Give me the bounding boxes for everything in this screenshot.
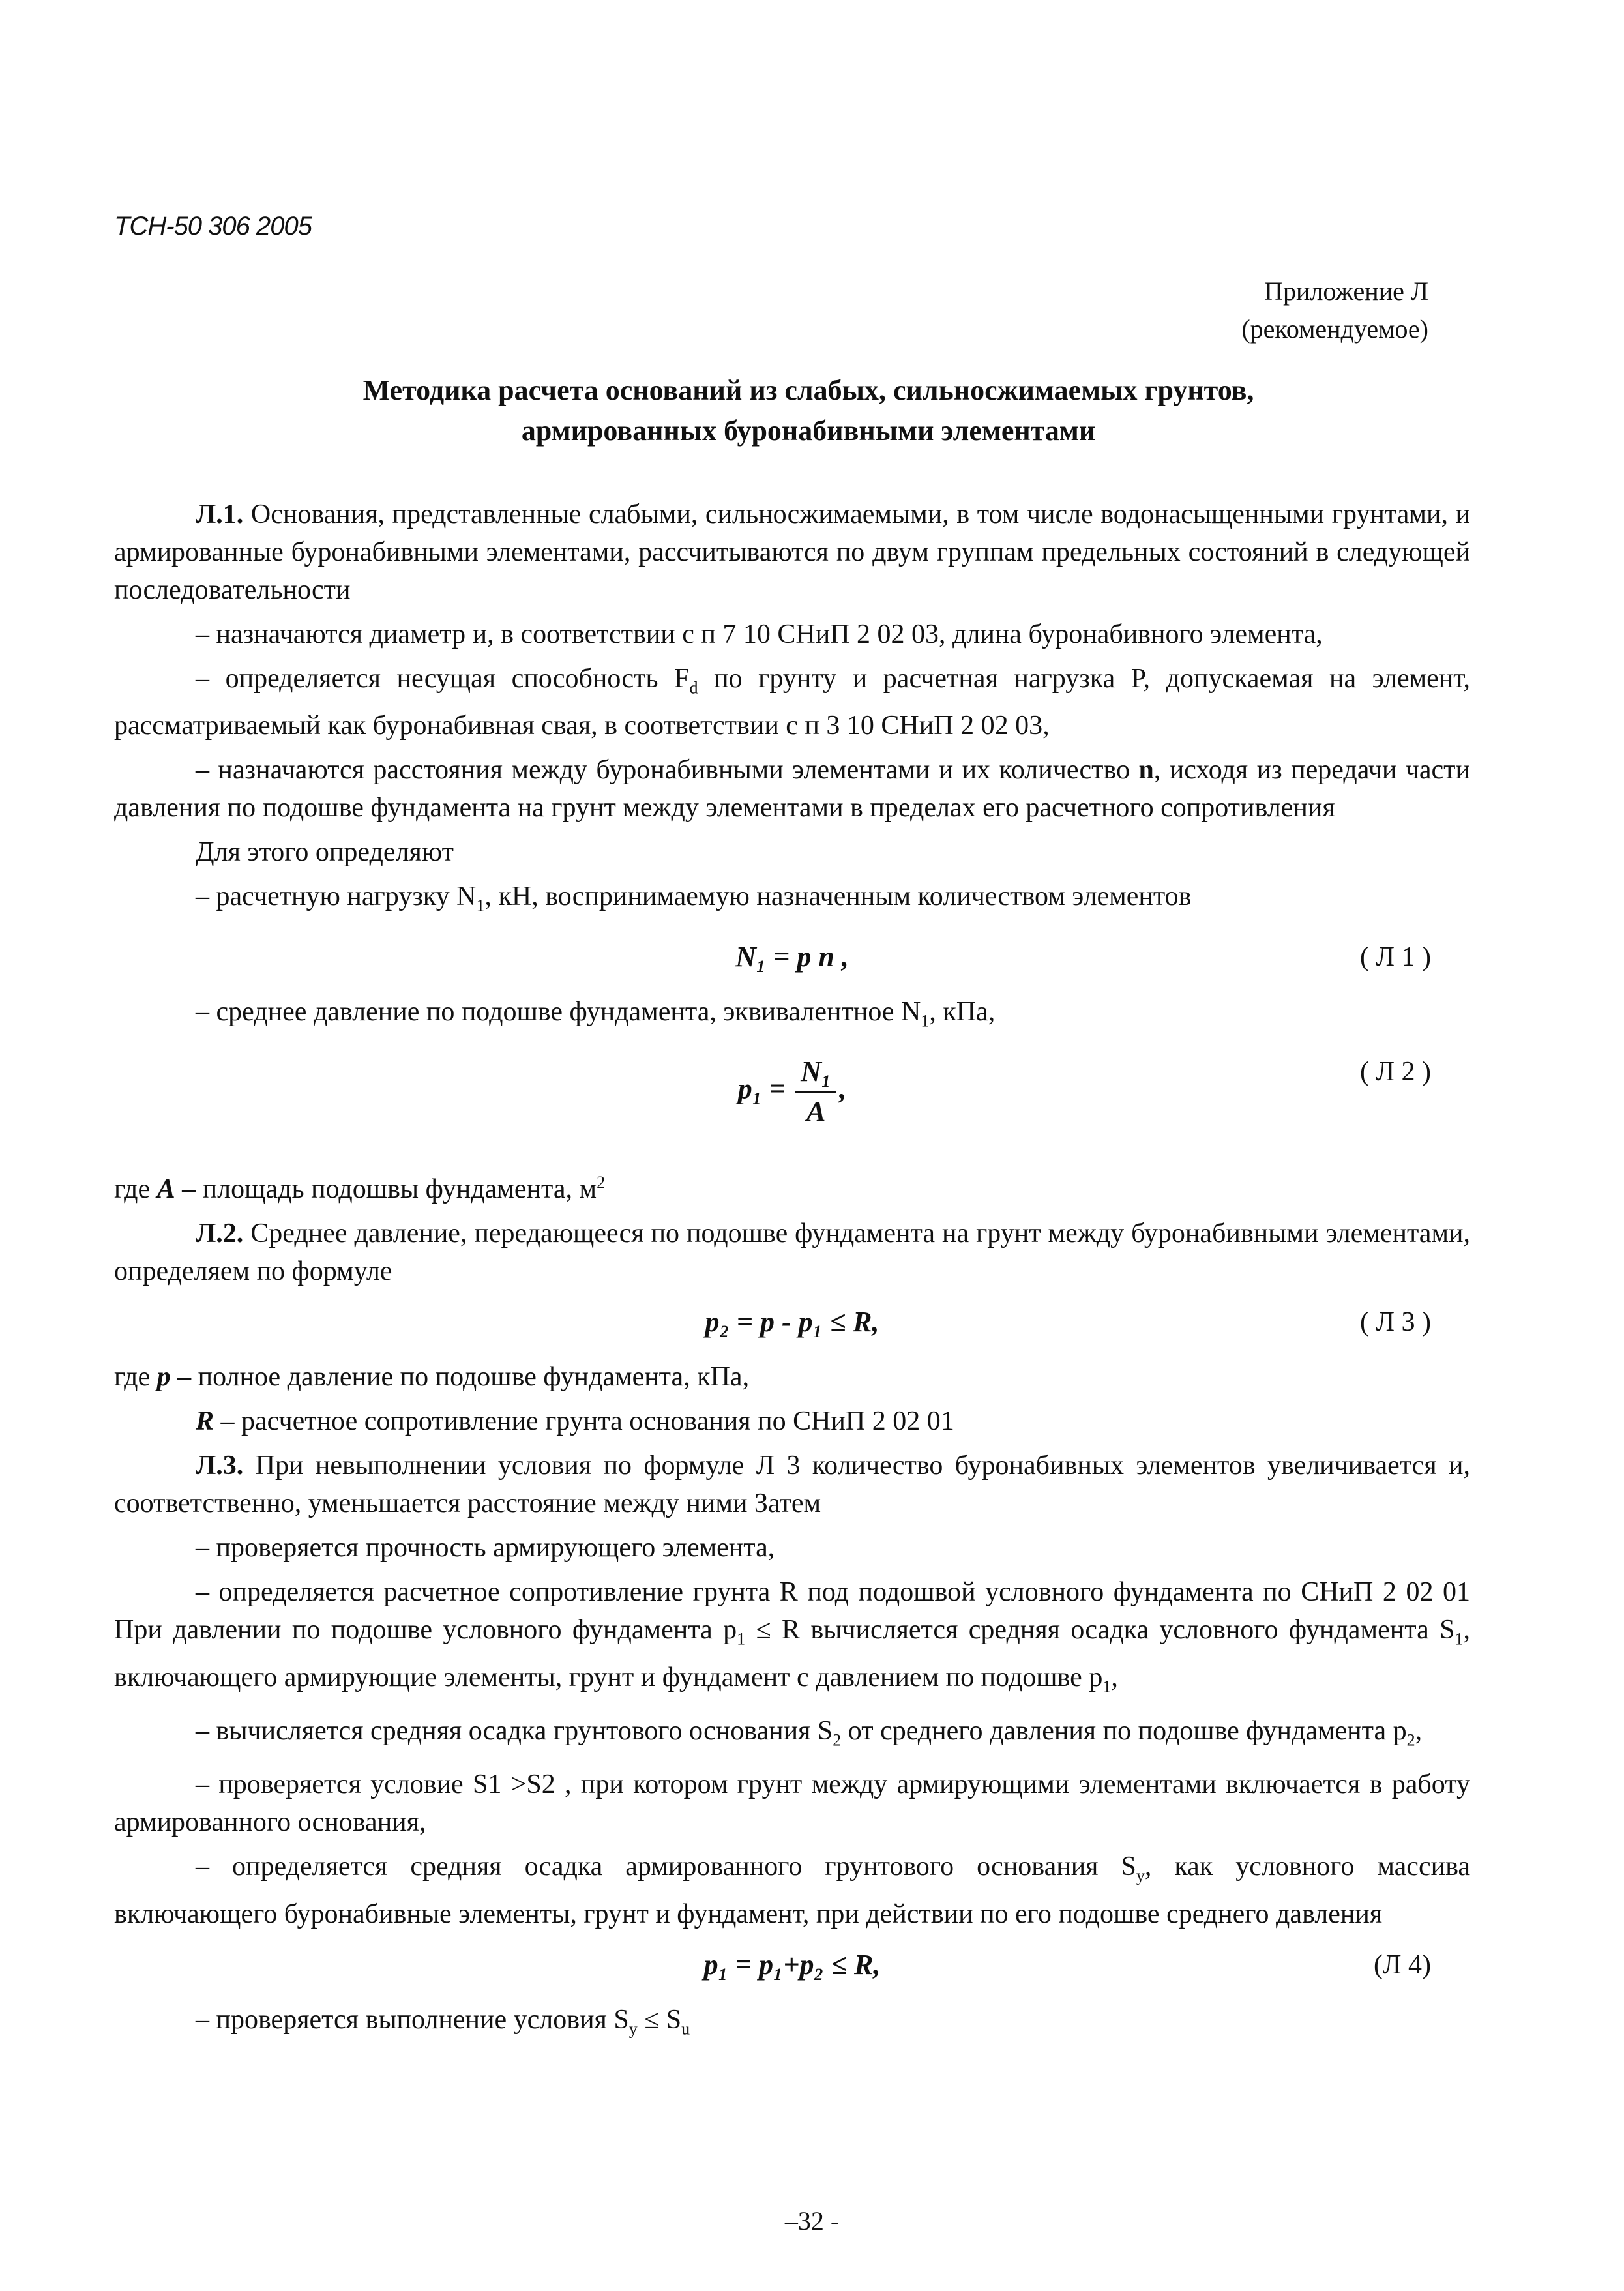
- page-number: –32 -: [784, 2206, 840, 2236]
- clause-1-text: Основания, представленные слабыми, сильносжимаемыми, в том числе водонасыщенными грунтами, и армированные буронабивными элементами, рассчитываются по двум группам предельных состояний в следующей последовательности: [114, 499, 1470, 605]
- clause-2-where-1-symbol: p: [156, 1362, 171, 1393]
- clause-1-item-5-text-b: , кПа,: [929, 996, 996, 1027]
- clause-3-item-5-a: – определяется средняя осадка армированного грунтового основания S: [196, 1852, 1136, 1882]
- equation-number-l1: ( Л 1 ): [1360, 941, 1431, 972]
- formula-l3-expression: p₂ = p - p₁ ≤ R,: [705, 1306, 879, 1338]
- clause-1-item-2-text-b: по грунту и расчетная нагрузка P, допускаемая на элемент, рассматриваемый как буронабивная свая, в соответствии с п 3 10 СНиП 2 02 03,: [114, 664, 1470, 741]
- clause-2-where-2-symbol: R: [196, 1406, 214, 1437]
- clause-1-item-1: – назначаются диаметр и, в соответствии с п 7 10 СНиП 2 02 03, длина буронабивного элемента,: [196, 619, 1323, 649]
- clause-3-item-6-sub-1: y: [628, 2019, 638, 2039]
- title-line-2: армированных буронабивными элементами: [521, 415, 1096, 447]
- clause-2-text: Среднее давление, передающееся по подошве фундамента на грунт между буронабивными элементами, определяем по формуле: [114, 1219, 1471, 1287]
- formula-l2: [114, 1053, 1470, 1131]
- clause-1-item-5: [114, 993, 1470, 1040]
- clause-2-where-1: [114, 1358, 1470, 1396]
- document-code: ТСН-50 306 2005: [114, 212, 312, 241]
- clause-1-item-2: [114, 660, 1470, 745]
- clause-2-where-2-b: – расчетное сопротивление грунта основания по СНиП 2 02 01: [214, 1406, 954, 1437]
- clause-3-item-4: – проверяется условие S1 >S2 , при котором грунт между армирующими элементами включается в работу армированного основания,: [114, 1769, 1470, 1838]
- clause-1-item-5-text-a: – среднее давление по подошве фундамента, эквивалентное N: [196, 996, 921, 1027]
- clause-1-item-4-text-b: , кН, воспринимаемую назначенным количеством элементов: [484, 881, 1192, 912]
- clause-3-item-2-sub-1: 1: [737, 1629, 746, 1649]
- clause-3-paragraph: [114, 1447, 1470, 1522]
- clause-3-item-3-b: от среднего давления по подошве фундамента p: [841, 1715, 1407, 1746]
- clause-3-item-3-sub-2: 2: [1406, 1730, 1415, 1750]
- formula-l1-expression: N₁ = p n ,: [735, 940, 849, 973]
- formula-l2-denominator: A: [806, 1095, 826, 1128]
- formula-l2-fraction: [795, 1053, 836, 1131]
- clause-3-item-6-sub-2: u: [681, 2019, 690, 2039]
- clause-3-item-2-sub-2: 1: [1454, 1629, 1464, 1649]
- formula-l2-end: ,: [839, 1072, 847, 1105]
- formula-l2-row: [114, 1046, 1470, 1157]
- clause-1-where: [114, 1164, 1470, 1208]
- clause-1-item-3-text-a: – назначаются расстояния между буронабивными элементами и их количество: [196, 755, 1139, 786]
- clause-2-paragraph: [114, 1215, 1470, 1290]
- formula-l4: [114, 1946, 1470, 1984]
- formula-l4-row: [114, 1940, 1470, 1994]
- clause-1-where-sup: 2: [597, 1173, 606, 1192]
- clause-1-number: Л.1.: [196, 499, 244, 529]
- clause-3-item-2-d: ,: [1111, 1662, 1118, 1692]
- clause-1-item-4: [114, 878, 1470, 924]
- clause-1-item-3-n: n: [1138, 755, 1154, 786]
- clause-2-where-1-b: – полное давление по подошве фундамента, кПа,: [170, 1362, 750, 1393]
- clause-3-item-2-b: ≤ R вычисляется средняя осадка условного фундамента S: [745, 1615, 1455, 1646]
- equation-number-l3: ( Л 3 ): [1360, 1307, 1431, 1338]
- clause-1-item-4-sub: 1: [476, 896, 485, 915]
- clause-1-item-2-text-a: – определяется несущая способность F: [196, 664, 690, 694]
- clause-3-item-2-c: , включающего армирующие элементы, грунт и фундамент с давлением по подошве p: [114, 1615, 1470, 1692]
- clause-3-item-6-b: ≤ S: [637, 2004, 682, 2035]
- equation-number-l4: (Л 4): [1374, 1949, 1431, 1980]
- clause-3-item-2-a: – определяется расчетное сопротивление грунта R под подошвой условного фундамента по СНиП 2 02 01 При давлении по подошве условного фундамента p: [114, 1577, 1470, 1646]
- clause-1-where-b: – площадь подошвы фундамента, м: [175, 1174, 597, 1205]
- formula-l2-lhs: p₁ =: [737, 1072, 786, 1105]
- clause-3-item-6: [114, 2001, 1470, 2048]
- clause-3-item-3-a: – вычисляется средняя осадка грунтового основания S: [196, 1715, 833, 1746]
- clause-2-where-1-a: где: [114, 1362, 157, 1393]
- formula-l1: [114, 938, 1470, 976]
- title-line-1: Методика расчета оснований из слабых, сильносжимаемых грунтов,: [362, 374, 1254, 406]
- clause-1-paragraph: [114, 495, 1470, 609]
- clause-1-item-5-sub: 1: [921, 1011, 930, 1031]
- clause-1-where-symbol-a: A: [156, 1174, 175, 1205]
- clause-2-number: Л.2.: [196, 1219, 244, 1249]
- clause-1-lead: Для этого определяют: [196, 837, 454, 868]
- clause-3-item-5: [114, 1848, 1470, 1932]
- clause-3-number: Л.3.: [196, 1451, 244, 1481]
- equation-number-l2: ( Л 2 ): [1360, 1057, 1431, 1087]
- clause-1-item-3-text-b: , исходя из передачи части давления по подошве фундамента на грунт между элементами в пределах его расчетного сопротивления: [114, 755, 1470, 823]
- clause-1-where-a: где: [114, 1174, 157, 1205]
- clause-1-item-3: [114, 751, 1470, 827]
- clause-3-item-2: [114, 1573, 1470, 1706]
- formula-l4-expression: p₁ = p₁+p₂ ≤ R,: [703, 1948, 881, 1981]
- clause-3-item-2-sub-3: 1: [1102, 1676, 1112, 1696]
- clause-3-item-1: – проверяется прочность армирующего элемента,: [196, 1533, 775, 1563]
- formula-l3-row: [114, 1297, 1470, 1352]
- appendix-type: (рекомендуемое): [1241, 314, 1428, 344]
- clause-1-item-2-sub: d: [689, 678, 698, 698]
- section-title: [196, 370, 1421, 451]
- clause-3-item-3-c: ,: [1415, 1715, 1423, 1746]
- formula-l1-row: [114, 932, 1470, 986]
- clause-3-item-3: [114, 1712, 1470, 1759]
- clause-3-item-3-sub-1: 2: [833, 1730, 842, 1750]
- clause-3-text: При невыполнении условия по формуле Л 3 количество буронабивных элементов увеличивается и, соответственно, уменьшается расстояние между ними Затем: [114, 1451, 1471, 1519]
- clause-3-item-6-a: – проверяется выполнение условия S: [196, 2004, 629, 2035]
- appendix-label: Приложение Л: [1264, 276, 1428, 306]
- appendix-header: [1241, 273, 1428, 348]
- clause-3-item-5-b: , как условного массива включающего буронабивные элементы, грунт и фундамент, при действии по его подошве среднего давления: [114, 1852, 1470, 1929]
- clause-1-item-4-text-a: – расчетную нагрузку N: [196, 881, 477, 912]
- clause-2-where-2: [114, 1402, 1470, 1440]
- document-body: [114, 495, 1470, 2054]
- clause-3-item-5-sub: y: [1136, 1866, 1145, 1885]
- formula-l3: [114, 1303, 1470, 1341]
- formula-l2-numerator: N₁: [795, 1053, 836, 1093]
